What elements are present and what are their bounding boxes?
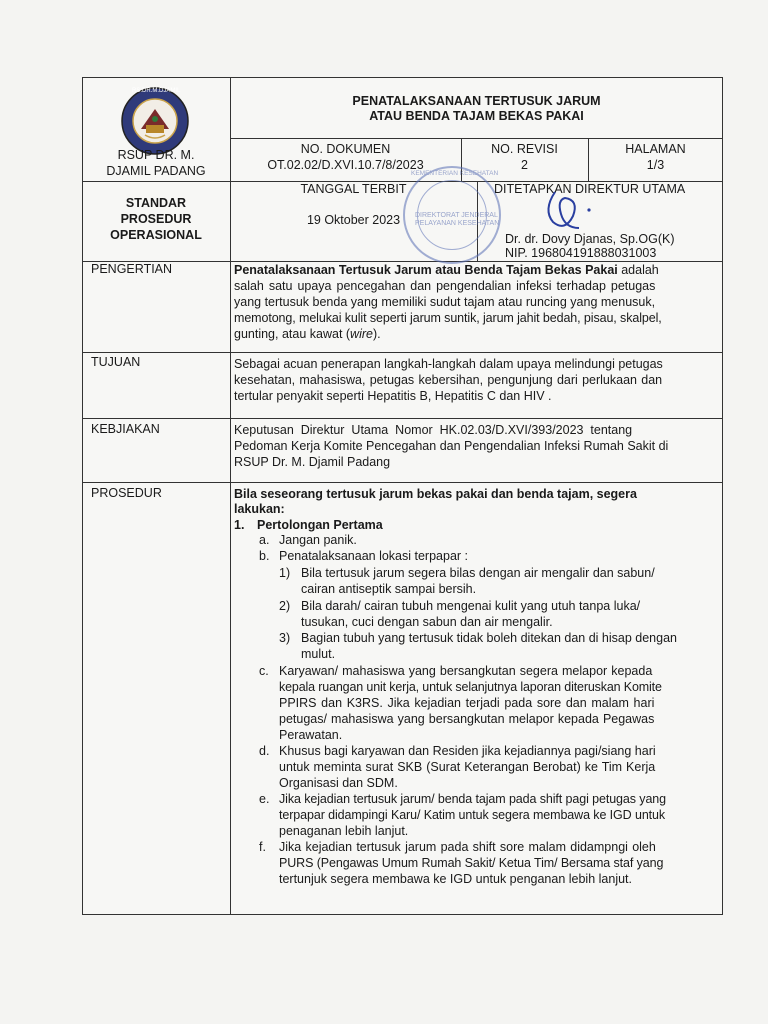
item-e-line2: terpapar didampingi Karu/ Katim untuk segera membawa ke IGD untuk	[279, 808, 666, 822]
sop-label-line1: STANDAR	[125, 196, 187, 210]
signer-name: Dr. dr. Dovy Djanas, Sp.OG(K)	[505, 232, 675, 246]
revision-label: NO. REVISI	[491, 142, 558, 156]
pengertian-line5-a: gunting, atau kawat (	[234, 327, 351, 341]
org-name-line2: DJAMIL PADANG	[106, 164, 206, 178]
signature	[535, 188, 595, 238]
logo-text: RS.DR.M.DJAMIL	[132, 88, 181, 94]
section-label-pengertian: PENGERTIAN	[91, 262, 173, 276]
subitem-1-line1: Bila tertusuk jarum segera bilas dengan air mengalir dan sabun/	[301, 566, 655, 580]
issue-date-label: TANGGAL TERBIT	[300, 182, 407, 196]
item-c-line2: kepala ruangan unit kerja, untuk selanjutnya laporan diteruskan Komite	[279, 680, 662, 694]
prosedur-intro-line1: Bila seseorang tertusuk jarum bekas pakai dan benda tajam, segera	[234, 487, 637, 501]
document-title-line2: ATAU BENDA TAJAM BEKAS PAKAI	[369, 109, 584, 123]
item-c-line3: PPIRS dan K3RS. Jika kejadian terjadi pada sore dan malam hari	[279, 696, 655, 710]
stamp-text-top: KEMENTERIAN KESEHATAN	[411, 170, 499, 177]
item-e-line1: Jika kejadian tertusuk jarum/ benda tajam pada shift pagi petugas yang	[279, 792, 666, 806]
item-e-marker: e.	[259, 792, 270, 806]
item-a-line1: Jangan panik.	[279, 533, 357, 547]
doc-number-label: NO. DOKUMEN	[300, 142, 391, 156]
pengertian-line3: yang tertusuk benda yang memiliki sudut tajam atau runcing yang menusuk,	[234, 295, 656, 309]
item-d-line3: Organisasi dan SDM.	[279, 776, 398, 790]
pengertian-line5-c: ).	[372, 327, 381, 341]
subitem-2-line2: tusukan, cuci dengan sabun dan air mengalir.	[301, 615, 553, 629]
page-label: HALAMAN	[625, 142, 686, 156]
grid-line	[82, 418, 723, 419]
item-f-line3: tertunjuk segera membawa ke IGD untuk penganan lebih lanjut.	[279, 872, 632, 886]
stamp-text-mid2: PELAYANAN KESEHATAN	[415, 220, 500, 227]
pengertian-line5	[234, 327, 381, 343]
subitem-3-line2: mulut.	[301, 647, 336, 661]
step1-title: Pertolongan Pertama	[257, 518, 383, 532]
grid-line	[82, 352, 723, 353]
tujuan-line2: kesehatan, mahasiswa, petugas kebersihan, pengunjung dari perlukaan dan	[234, 373, 663, 387]
hospital-logo	[119, 85, 191, 157]
pengertian-line4: memotong, melukai kulit seperti jarum suntik, jarum jahit bedah, pisau, skalpel,	[234, 311, 662, 325]
approved-by-label: DITETAPKAN DIREKTUR UTAMA	[494, 182, 686, 196]
document-title-line1: PENATALAKSANAAN TERTUSUK JARUM	[352, 94, 601, 108]
signer-nip: NIP. 196804191888031003	[505, 246, 657, 260]
subitem-2-marker: 2)	[279, 599, 291, 613]
grid-line	[230, 78, 231, 915]
subitem-3-marker: 3)	[279, 631, 291, 645]
kebjiakan-line3: RSUP Dr. M. Djamil Padang	[234, 455, 391, 469]
pengertian-lead: Penatalaksanaan Tertusuk Jarum atau Benda Tajam Bekas Pakai	[234, 263, 618, 277]
kebjiakan-line2: Pedoman Kerja Komite Pencegahan dan Pengendalian Infeksi Rumah Sakit di	[234, 439, 669, 453]
sop-label-line3: OPERASIONAL	[110, 228, 202, 242]
org-name-line1: RSUP DR. M.	[117, 148, 195, 162]
item-b-marker: b.	[259, 549, 270, 563]
pengertian-line1	[234, 263, 659, 279]
item-d-marker: d.	[259, 744, 270, 758]
subitem-1-line2: cairan antiseptik sampai bersih.	[301, 582, 477, 596]
grid-line	[230, 138, 723, 139]
item-c-line4: petugas/ mahasiswa yang bersangkutan melapor kepada Pegawas	[279, 712, 655, 726]
section-label-prosedur: PROSEDUR	[91, 486, 162, 500]
page-value: 1/3	[646, 158, 665, 172]
pengertian-line1-rest: adalah	[617, 263, 659, 277]
tujuan-line3: tertular penyakit seperti Hepatitis B, Hepatitis C dan HIV .	[234, 389, 552, 403]
item-f-line2: PURS (Pengawas Umum Rumah Sakit/ Ketua Tim/ Bersama staf yang	[279, 856, 664, 870]
kebjiakan-line1: Keputusan Direktur Utama Nomor HK.02.03/D.XVI/393/2023 tentang	[234, 423, 633, 437]
item-e-line3: penaganan lebih lanjut.	[279, 824, 409, 838]
prosedur-intro-line2: lakukan:	[234, 502, 285, 516]
issue-date-value: 19 Oktober 2023	[306, 213, 401, 227]
step1-number: 1.	[234, 518, 245, 532]
official-stamp	[403, 166, 501, 264]
item-d-line1: Khusus bagi karyawan dan Residen jika kejadiannya pagi/siang hari	[279, 744, 656, 758]
stamp-text-mid1: DIREKTORAT JENDERAL	[415, 212, 498, 219]
subitem-1-marker: 1)	[279, 566, 291, 580]
item-f-marker: f.	[259, 840, 266, 854]
item-d-line2: untuk meminta surat SKB (Surat Keterangan Berobat) ke Tim Kerja	[279, 760, 656, 774]
grid-line	[82, 482, 723, 483]
item-c-marker: c.	[259, 664, 269, 678]
subitem-2-line1: Bila darah/ cairan tubuh mengenai kulit yang utuh tanpa luka/	[301, 599, 641, 613]
pengertian-line2: salah satu upaya pencegahan dan pengendalian infeksi terhadap petugas	[234, 279, 656, 293]
pengertian-line5-wire: wire	[350, 327, 373, 341]
revision-value: 2	[521, 158, 528, 172]
item-b-line1: Penatalaksanaan lokasi terpapar :	[279, 549, 469, 563]
doc-number-value: OT.02.02/D.XVI.10.7/8/2023	[267, 158, 424, 172]
sop-label-line2: PROSEDUR	[120, 212, 192, 226]
subitem-3-line1: Bagian tubuh yang tertusuk tidak boleh ditekan dan di hisap dengan	[301, 631, 677, 645]
item-c-line1: Karyawan/ mahasiswa yang bersangkutan segera melapor kepada	[279, 664, 653, 678]
item-c-line5: Perawatan.	[279, 728, 343, 742]
tujuan-line1: Sebagai acuan penerapan langkah-langkah dalam upaya melindungi petugas	[234, 357, 663, 371]
section-label-kebjiakan: KEBJIAKAN	[91, 422, 160, 436]
item-f-line1: Jika kejadian tertusuk jarum pada shift sore malam didampngi oleh	[279, 840, 656, 854]
item-a-marker: a.	[259, 533, 270, 547]
section-label-tujuan: TUJUAN	[91, 355, 141, 369]
